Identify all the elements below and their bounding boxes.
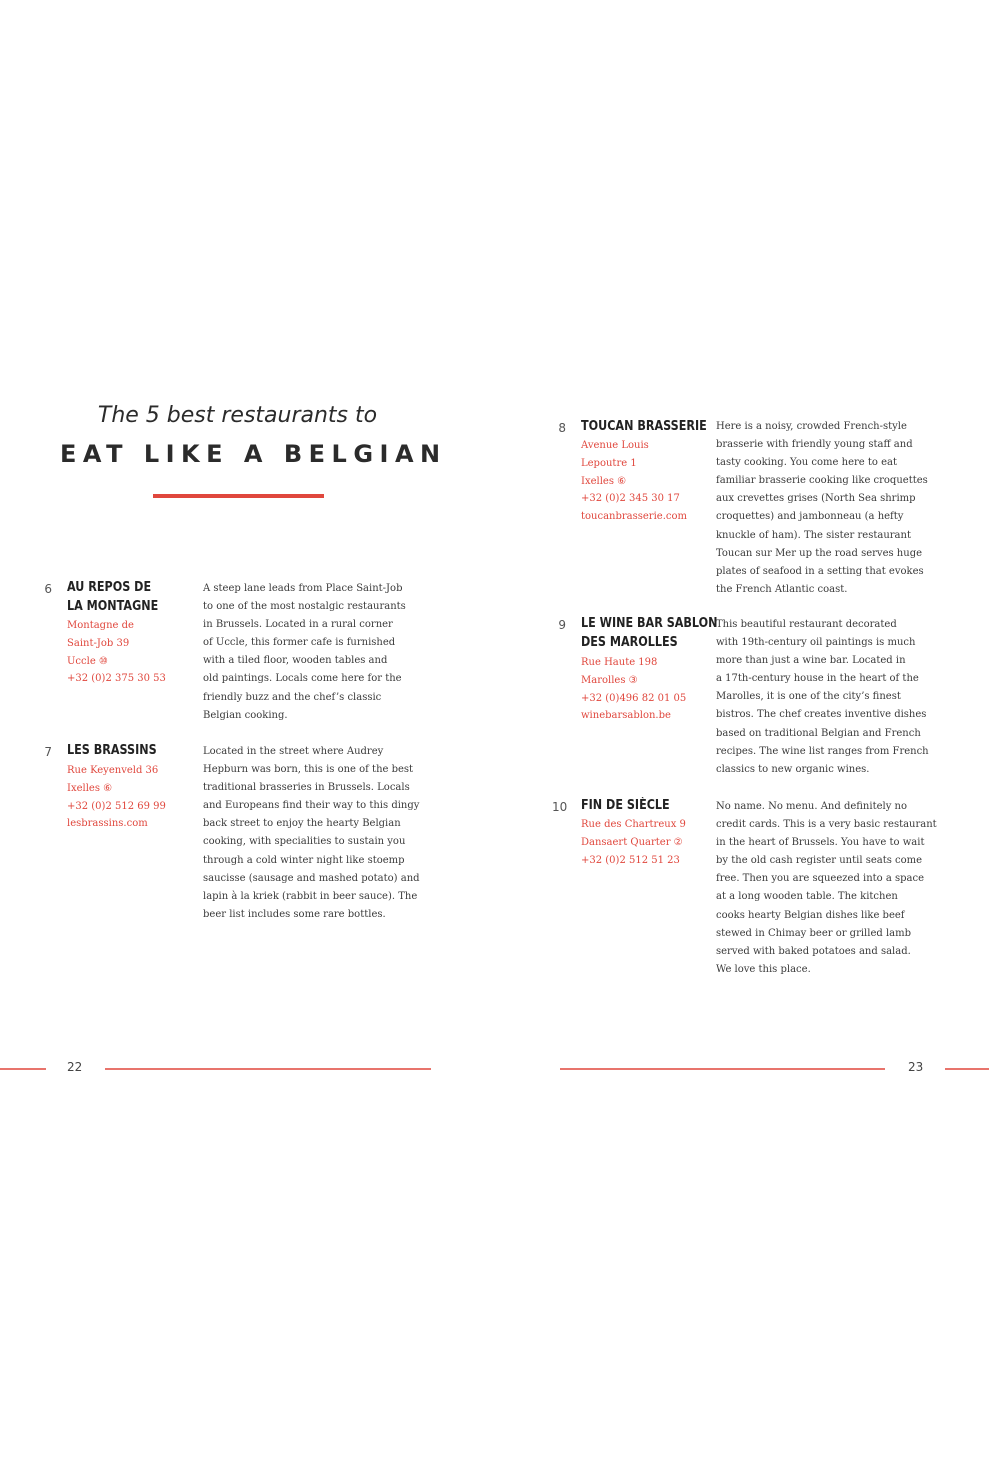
- entry-description: Located in the street where Audrey Hepburn was born, this is one of the best traditional brasseries in Brussels. Locals and Europeans find their way to this dingy back street to enjoy the hearty Belgian cooking, with specialities to sustain you through a cold winter night like stoemp saucisse (sausage and mashed potato) and lapin à la kriek (rabbit in beer sauce). The beer list includes some rare bottles.: [203, 746, 420, 920]
- entry-number: 6: [44, 582, 52, 596]
- entry-description: No name. No menu. And definitely no credit cards. This is a very basic restaurant in the heart of Brussels. You have to wait by the old cash register until seats come free. Then you are squeezed into a space at a long wooden table. The kitchen cooks hearty Belgian dishes like beef stewed in Chimay beer or grilled lamb served with baked potatoes and salad. We love this place.: [716, 801, 937, 975]
- entry-address: Rue Keyenveld 36 Ixelles ⑥ +32 (0)2 512 69 99 lesbrassins.com: [67, 765, 166, 830]
- entry-name: TOUCAN BRASSERIE: [581, 419, 707, 434]
- entry-description: Here is a noisy, crowded French-style brasserie with friendly young staff and tasty cooking. You come here to eat familiar brasserie cooking like croquettes aux crevettes grises (North Sea shrimp croquettes) and jambonneau (a hefty knuckle of ham). The sister restaurant Toucan sur Mer up the road serves huge plates of seafood in a setting that evokes the French Atlantic coast.: [716, 421, 928, 595]
- entry-address: Montagne de Saint-Job 39 Uccle ⑩ +32 (0)2 375 30 53: [67, 620, 166, 685]
- entry-number: 7: [44, 745, 52, 759]
- entry-name: AU REPOS DE LA MONTAGNE: [67, 580, 159, 614]
- heading-title: EAT LIKE A BELGIAN: [60, 440, 447, 468]
- entry-address: Rue Haute 198 Marolles ③ +32 (0)496 82 01 05 winebarsablon.be: [581, 657, 687, 722]
- footer-rule: [560, 1068, 885, 1070]
- entry-number: 8: [558, 421, 566, 435]
- footer-rule: [0, 1068, 46, 1070]
- footer-rule: [945, 1068, 989, 1070]
- entry-address: Avenue Louis Lepoutre 1 Ixelles ⑥ +32 (0)2 345 30 17 toucanbrasserie.com: [581, 440, 687, 523]
- page-number-right: 23: [908, 1060, 924, 1074]
- entry-name: FIN DE SIÈCLE: [581, 798, 670, 813]
- entry-description: A steep lane leads from Place Saint-Job to one of the most nostalgic restaurants in Brussels. Located in a rural corner of Uccle, this former cafe is furnished with a tiled floor, wooden tables and old paintings. Locals come here for the friendly buzz and the chef’s classic Belgian cooking.: [203, 583, 406, 721]
- page-number-left: 22: [67, 1060, 83, 1074]
- entry-number: 9: [558, 618, 566, 632]
- entry-description: This beautiful restaurant decorated with 19th-century oil paintings is much more than just a wine bar. Located in a 17th-century house in the heart of the Marolles, it is one of the city’s finest bistros. The chef creates inventive dishes based on traditional Belgian and French recipes. The wine list ranges from French classics to new organic wines.: [716, 619, 929, 775]
- footer-rule: [105, 1068, 431, 1070]
- heading-subtitle: The 5 best restaurants to: [97, 403, 378, 428]
- title-underline: [153, 494, 324, 498]
- entry-name: LE WINE BAR SABLON DES MAROLLES: [581, 616, 718, 650]
- entry-address: Rue des Chartreux 9 Dansaert Quarter ② +32 (0)2 512 51 23: [581, 819, 686, 866]
- entry-name: LES BRASSINS: [67, 743, 157, 758]
- entry-number: 10: [552, 800, 568, 814]
